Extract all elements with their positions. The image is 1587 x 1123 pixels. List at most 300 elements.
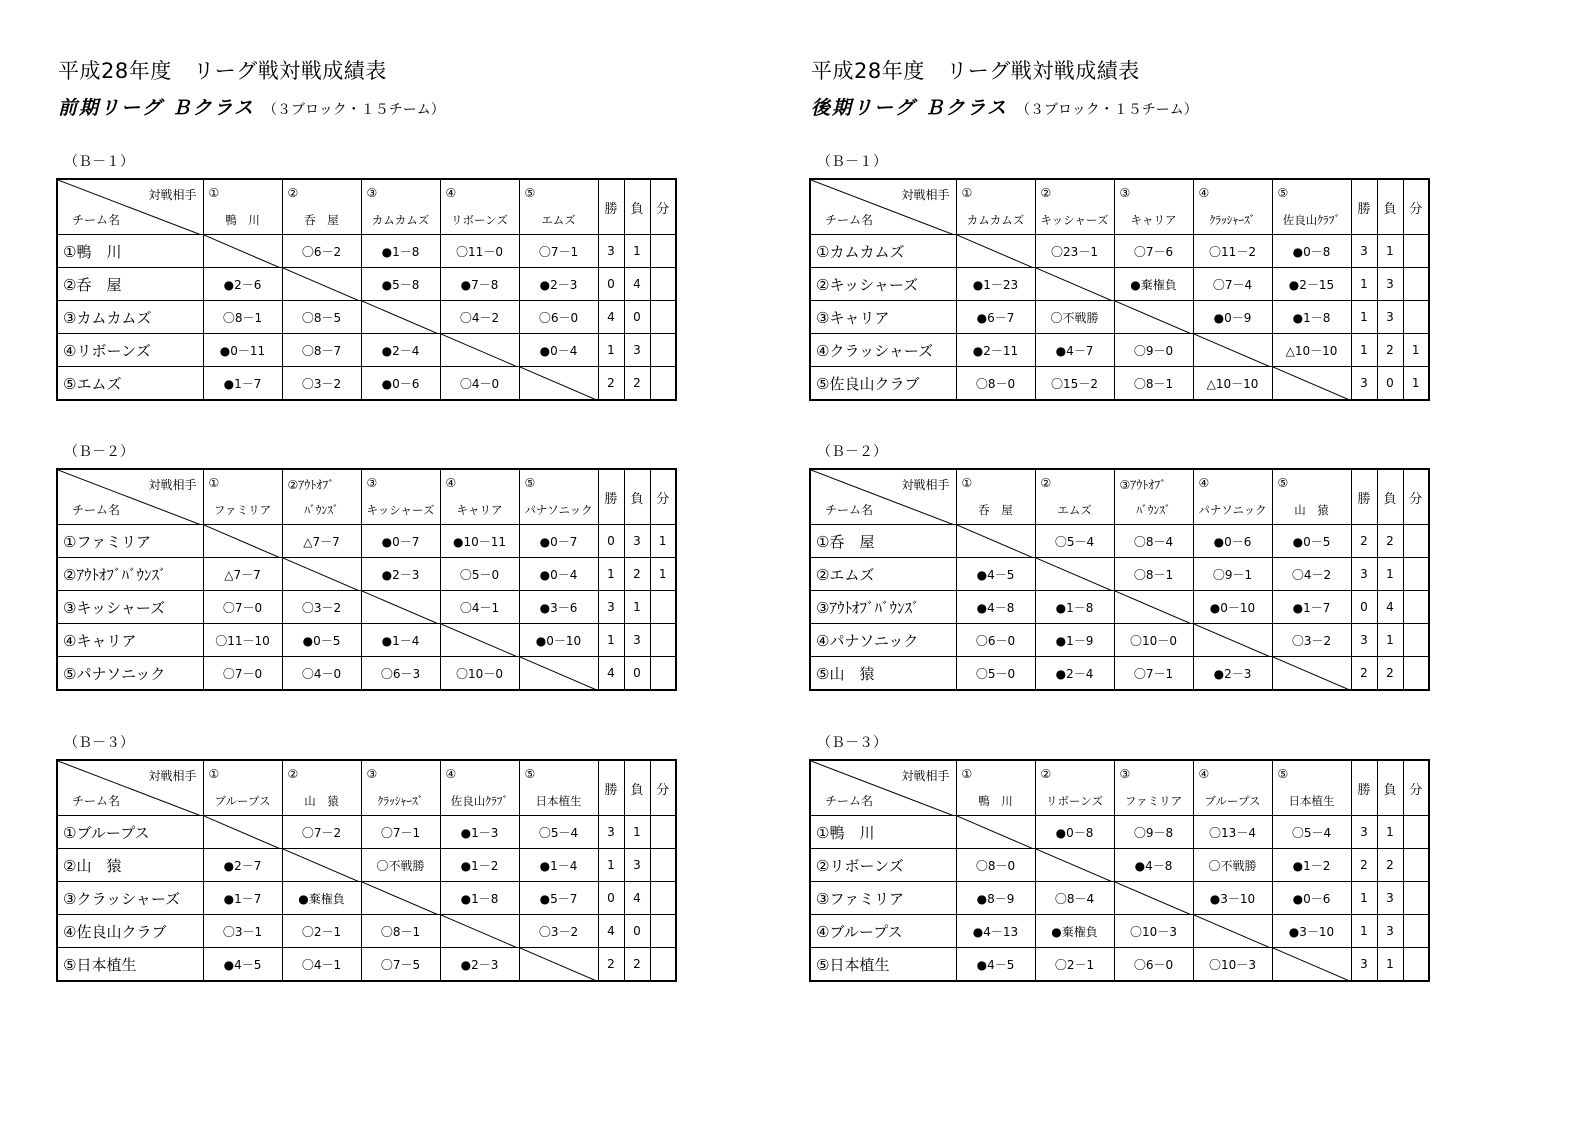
diagonal-line (441, 915, 520, 948)
opponent-axis-label: 対戦相手 (148, 188, 197, 202)
draws-count (1403, 915, 1429, 948)
opponent-name: ｸﾗｯｼｬｰｽﾞ (377, 794, 424, 808)
block-b1 (56, 151, 677, 401)
match-result: 〇7－4 (1193, 268, 1272, 301)
opponent-header (519, 179, 598, 235)
match-result: ●2－4 (361, 334, 440, 367)
page-title: 平成28年度 リーグ戦対戦成績表 (58, 59, 387, 83)
draws-count (650, 624, 676, 657)
match-result: ●0－11 (203, 334, 282, 367)
opponent-header (282, 179, 361, 235)
self-match-cell (282, 558, 361, 591)
diagonal-line (441, 334, 520, 367)
match-result: 〇6－2 (282, 235, 361, 268)
wins-count: 0 (598, 525, 624, 558)
table-row (810, 367, 1429, 401)
results-table (56, 178, 677, 401)
match-result: 〇7－6 (1114, 235, 1193, 268)
match-result: 〇4－0 (440, 367, 519, 401)
match-result: △10－10 (1193, 367, 1272, 401)
draws-count (650, 816, 676, 849)
results-table (56, 468, 677, 691)
opponent-header (1114, 179, 1193, 235)
wins-count: 2 (1351, 657, 1377, 691)
match-result: △7－7 (203, 558, 282, 591)
losses-count: 3 (1377, 268, 1403, 301)
diagonal-line (1273, 948, 1352, 981)
team-name: ⑤佐良山クラブ (810, 367, 956, 401)
losses-count: 2 (1377, 657, 1403, 691)
team-name: ①鴨 川 (57, 235, 203, 268)
match-result: ●1－2 (1272, 849, 1351, 882)
opponent-number: ③ (366, 767, 378, 781)
team-name: ①鴨 川 (810, 816, 956, 849)
match-result: ●3－6 (519, 591, 598, 624)
team-name: ②呑 屋 (57, 268, 203, 301)
right-half (768, 0, 1528, 1123)
opponent-header (361, 469, 440, 525)
diagonal-line (957, 816, 1036, 849)
match-result: 〇2－1 (282, 915, 361, 948)
table-row (57, 268, 676, 301)
team-name: ⑤パナソニック (57, 657, 203, 691)
opponent-header (203, 760, 282, 816)
diagonal-line (362, 301, 441, 334)
draws-count (650, 268, 676, 301)
table-row (810, 882, 1429, 915)
opponent-number: ③ (366, 476, 378, 490)
wins-count: 3 (1351, 624, 1377, 657)
match-result: ●1－7 (1272, 591, 1351, 624)
opponent-name: 呑 屋 (978, 503, 1013, 517)
opponent-number: ⑤ (1277, 476, 1289, 490)
opponent-number: ⑤ (524, 186, 536, 200)
league-class: 前期リーグ Ｂクラス (58, 97, 256, 119)
opponent-name: カムカムズ (966, 213, 1025, 227)
wins-count: 3 (598, 816, 624, 849)
team-name: ①呑 屋 (810, 525, 956, 558)
opponent-header (361, 760, 440, 816)
team-name: ④クラッシャーズ (810, 334, 956, 367)
table-row (57, 915, 676, 948)
table-row (810, 235, 1429, 268)
match-result: ●0－7 (519, 525, 598, 558)
opponent-header (956, 760, 1035, 816)
opponent-axis-label: 対戦相手 (901, 769, 950, 783)
opponent-header (1114, 760, 1193, 816)
team-name: ④ブループス (810, 915, 956, 948)
match-result: ●4－13 (956, 915, 1035, 948)
diagonal-line (362, 882, 441, 915)
wins-count: 3 (1351, 235, 1377, 268)
self-match-cell (519, 948, 598, 982)
opponent-number: ② (287, 186, 299, 200)
stat-header: 勝 (598, 760, 624, 816)
opponent-name: キッシャーズ (366, 503, 435, 517)
wins-count: 2 (598, 367, 624, 401)
opponent-name: 日本植生 (1288, 794, 1335, 808)
corner-cell (57, 179, 203, 235)
page-title: 平成28年度 リーグ戦対戦成績表 (811, 59, 1140, 83)
opponent-header (440, 469, 519, 525)
stat-header: 勝 (598, 469, 624, 525)
self-match-cell (361, 301, 440, 334)
opponent-number: ① (208, 186, 220, 200)
match-result: 〇4－0 (282, 657, 361, 691)
diagonal-line (1194, 915, 1273, 948)
match-result: 〇5－0 (440, 558, 519, 591)
diagonal-line (1115, 301, 1194, 334)
losses-count: 1 (1377, 558, 1403, 591)
team-name: ②山 猿 (57, 849, 203, 882)
opponent-name: 鴨 川 (978, 794, 1013, 808)
stat-header: 負 (624, 469, 650, 525)
opponent-name: 佐良山ｸﾗﾌﾞ (450, 794, 509, 808)
block-label: （Ｂ－２） (817, 444, 887, 460)
table-row (57, 235, 676, 268)
stat-header: 勝 (1351, 469, 1377, 525)
match-result: ●7－8 (440, 268, 519, 301)
corner-cell (810, 469, 956, 525)
opponent-number: ③ｱｳﾄｵﾌﾞ (1119, 478, 1167, 492)
opponent-header (1272, 179, 1351, 235)
match-result: ●0－4 (519, 334, 598, 367)
self-match-cell (282, 268, 361, 301)
wins-count: 1 (598, 624, 624, 657)
opponent-axis-label: 対戦相手 (901, 188, 950, 202)
match-result: ●1－8 (1035, 591, 1114, 624)
team-name: ④佐良山クラブ (57, 915, 203, 948)
match-result: 〇4－2 (440, 301, 519, 334)
draws-count (1403, 882, 1429, 915)
opponent-name: カムカムズ (371, 213, 430, 227)
match-result: ●1－8 (440, 882, 519, 915)
diagonal-line (520, 948, 599, 981)
self-match-cell (361, 882, 440, 915)
match-result: 〇7－1 (1114, 657, 1193, 691)
match-result: 〇10－3 (1114, 915, 1193, 948)
draws-count (1403, 591, 1429, 624)
stat-header: 分 (650, 760, 676, 816)
table-row (810, 591, 1429, 624)
diagonal-line (520, 367, 599, 400)
header-row (810, 760, 1429, 816)
draws-count (1403, 525, 1429, 558)
match-result: ●2－3 (361, 558, 440, 591)
match-result: ●2－7 (203, 849, 282, 882)
match-result: 〇3－2 (282, 591, 361, 624)
match-result: ●1－7 (203, 367, 282, 401)
team-name: ①カムカムズ (810, 235, 956, 268)
draws-count (1403, 657, 1429, 691)
block-label: （Ｂ－３） (817, 735, 887, 751)
draws-count (650, 948, 676, 982)
team-name: ③ファミリア (810, 882, 956, 915)
opponent-name: ブループス (214, 794, 271, 808)
opponent-number: ① (961, 767, 973, 781)
match-result: 〇11－10 (203, 624, 282, 657)
losses-count: 3 (1377, 882, 1403, 915)
wins-count: 4 (598, 657, 624, 691)
losses-count: 1 (1377, 816, 1403, 849)
opponent-header (1272, 469, 1351, 525)
stat-header: 負 (1377, 469, 1403, 525)
table-row (810, 948, 1429, 982)
table-row (57, 367, 676, 401)
self-match-cell (1193, 915, 1272, 948)
opponent-header (956, 179, 1035, 235)
wins-count: 0 (598, 882, 624, 915)
stat-header: 負 (1377, 760, 1403, 816)
match-result: ●0－7 (361, 525, 440, 558)
team-name: ②キッシャーズ (810, 268, 956, 301)
diagonal-line (1194, 624, 1273, 657)
team-name: ②ｱｳﾄｵﾌﾞﾊﾞｳﾝｽﾞ (57, 558, 203, 591)
match-result: ●0－6 (1272, 882, 1351, 915)
opponent-header (1035, 760, 1114, 816)
match-result: ●0－10 (519, 624, 598, 657)
table-row (810, 268, 1429, 301)
match-result: 〇6－0 (519, 301, 598, 334)
opponent-name: ファミリア (213, 503, 272, 517)
team-name: ①ブループス (57, 816, 203, 849)
opponent-header (361, 179, 440, 235)
opponent-number: ③ (1119, 767, 1131, 781)
diagonal-line (957, 525, 1036, 558)
losses-count: 3 (1377, 915, 1403, 948)
table-row (57, 525, 676, 558)
self-match-cell (440, 624, 519, 657)
draws-count (1403, 624, 1429, 657)
match-result: ●1－3 (440, 816, 519, 849)
draws-count (650, 301, 676, 334)
corner-cell (810, 179, 956, 235)
match-result: 〇13－4 (1193, 816, 1272, 849)
match-result: ●0－9 (1193, 301, 1272, 334)
draws-count (650, 367, 676, 401)
self-match-cell (1272, 657, 1351, 691)
self-match-cell (519, 367, 598, 401)
losses-count: 3 (624, 334, 650, 367)
match-result: ●2－15 (1272, 268, 1351, 301)
team-name: ⑤山 猿 (810, 657, 956, 691)
wins-count: 1 (1351, 334, 1377, 367)
match-result: 〇8－4 (1114, 525, 1193, 558)
draws-count (1403, 849, 1429, 882)
match-result: ●2－3 (440, 948, 519, 982)
team-axis-label: チーム名 (825, 213, 874, 227)
match-result: 〇8－1 (1114, 558, 1193, 591)
opponent-number: ③ (1119, 186, 1131, 200)
diagonal-line (1115, 591, 1194, 624)
team-name: ⑤日本植生 (57, 948, 203, 982)
table-row (810, 624, 1429, 657)
self-match-cell (956, 235, 1035, 268)
draws-count (650, 334, 676, 367)
draws-count (1403, 948, 1429, 982)
team-name: ③クラッシャーズ (57, 882, 203, 915)
match-result: 〇4－1 (282, 948, 361, 982)
losses-count: 1 (624, 816, 650, 849)
match-result: 〇8－0 (956, 367, 1035, 401)
opponent-number: ② (287, 767, 299, 781)
match-result: 〇8－4 (1035, 882, 1114, 915)
team-name: ①ファミリア (57, 525, 203, 558)
opponent-header (203, 469, 282, 525)
match-result: ●0－8 (1035, 816, 1114, 849)
wins-count: 3 (1351, 948, 1377, 982)
table-row (810, 301, 1429, 334)
opponent-header (440, 179, 519, 235)
table-row (57, 849, 676, 882)
match-result: ●2－4 (1035, 657, 1114, 691)
opponent-name: 呑 屋 (304, 213, 339, 227)
opponent-header (1035, 179, 1114, 235)
match-result: 〇15－2 (1035, 367, 1114, 401)
opponent-name: キャリア (1130, 213, 1177, 227)
diagonal-line (441, 624, 520, 657)
opponent-number: ④ (445, 767, 457, 781)
left-half (0, 0, 760, 1123)
losses-count: 1 (1377, 624, 1403, 657)
match-result: ●4－8 (956, 591, 1035, 624)
match-result: ●3－10 (1272, 915, 1351, 948)
diagonal-line (1036, 268, 1115, 301)
page-subtitle (58, 93, 445, 120)
match-result: ●3－10 (1193, 882, 1272, 915)
match-result: 〇4－2 (1272, 558, 1351, 591)
losses-count: 4 (1377, 591, 1403, 624)
opponent-name: リボーンズ (1046, 794, 1103, 808)
match-result: 〇8－1 (203, 301, 282, 334)
team-axis-label: チーム名 (72, 503, 121, 517)
team-name: ③キャリア (810, 301, 956, 334)
match-result: 〇9－8 (1114, 816, 1193, 849)
opponent-name: エムズ (541, 213, 576, 227)
draws-count (1403, 816, 1429, 849)
stat-header: 分 (650, 469, 676, 525)
opponent-header (519, 760, 598, 816)
team-name: ④パナソニック (810, 624, 956, 657)
match-result: 〇10－0 (440, 657, 519, 691)
wins-count: 3 (1351, 367, 1377, 401)
wins-count: 1 (1351, 268, 1377, 301)
losses-count: 3 (624, 624, 650, 657)
stat-header: 勝 (598, 179, 624, 235)
opponent-number: ③ (366, 186, 378, 200)
match-result: ●0－8 (1272, 235, 1351, 268)
losses-count: 2 (624, 367, 650, 401)
team-name: ②リボーンズ (810, 849, 956, 882)
self-match-cell (203, 816, 282, 849)
opponent-name: エムズ (1057, 503, 1092, 517)
losses-count: 3 (1377, 301, 1403, 334)
table-row (57, 948, 676, 982)
table-row (57, 558, 676, 591)
wins-count: 4 (598, 301, 624, 334)
match-result: 〇9－1 (1193, 558, 1272, 591)
losses-count: 2 (1377, 849, 1403, 882)
match-result: ●5－8 (361, 268, 440, 301)
team-axis-label: チーム名 (825, 794, 874, 808)
wins-count: 4 (598, 915, 624, 948)
match-result: 〇8－7 (282, 334, 361, 367)
match-result: ●2－3 (1193, 657, 1272, 691)
header-row (57, 760, 676, 816)
self-match-cell (440, 334, 519, 367)
match-result: 〇7－2 (282, 816, 361, 849)
stat-header: 負 (624, 760, 650, 816)
match-result: 〇5－4 (1035, 525, 1114, 558)
match-result: ●4－8 (1114, 849, 1193, 882)
diagonal-line (283, 268, 362, 301)
table-row (810, 657, 1429, 691)
self-match-cell (1035, 268, 1114, 301)
diagonal-line (1036, 558, 1115, 591)
diagonal-line (1273, 367, 1352, 400)
self-match-cell (203, 235, 282, 268)
draws-count (650, 882, 676, 915)
opponent-header (1193, 760, 1272, 816)
opponent-name: キッシャーズ (1040, 213, 1109, 227)
match-result: ●4－5 (956, 948, 1035, 982)
draws-count: 1 (650, 558, 676, 591)
losses-count: 4 (624, 268, 650, 301)
draws-count (650, 235, 676, 268)
match-result: ●棄権負 (1114, 268, 1193, 301)
block-b1 (809, 151, 1430, 401)
losses-count: 1 (1377, 948, 1403, 982)
match-result: 〇不戦勝 (1035, 301, 1114, 334)
opponent-number: ④ (1198, 186, 1210, 200)
draws-count (650, 591, 676, 624)
match-result: △10－10 (1272, 334, 1351, 367)
table-row (810, 558, 1429, 591)
match-result: ●1－9 (1035, 624, 1114, 657)
self-match-cell (203, 525, 282, 558)
results-table (56, 759, 677, 982)
match-result: 〇3－2 (282, 367, 361, 401)
self-match-cell (1272, 948, 1351, 982)
opponent-number: ② (1040, 476, 1052, 490)
match-result: 〇7－0 (203, 657, 282, 691)
match-result: ●1－4 (361, 624, 440, 657)
losses-count: 1 (624, 591, 650, 624)
losses-count: 2 (624, 948, 650, 982)
team-name: ③ｱｳﾄｵﾌﾞﾊﾞｳﾝｽﾞ (810, 591, 956, 624)
block-b2 (809, 441, 1430, 691)
diagonal-line (1194, 334, 1273, 367)
match-result: ●0－5 (1272, 525, 1351, 558)
opponent-header (282, 760, 361, 816)
match-result: ●8－9 (956, 882, 1035, 915)
match-result: ●10－11 (440, 525, 519, 558)
opponent-name: 山 猿 (1294, 503, 1329, 517)
wins-count: 1 (1351, 915, 1377, 948)
match-result: 〇6－3 (361, 657, 440, 691)
match-result: 〇8－1 (361, 915, 440, 948)
match-result: ●2－3 (519, 268, 598, 301)
match-result: 〇2－1 (1035, 948, 1114, 982)
draws-count (650, 849, 676, 882)
opponent-axis-label: 対戦相手 (148, 478, 197, 492)
match-result: 〇4－1 (440, 591, 519, 624)
opponent-number: ⑤ (1277, 767, 1289, 781)
match-result: ●0－6 (361, 367, 440, 401)
table-row (810, 816, 1429, 849)
losses-count: 0 (624, 657, 650, 691)
match-result: 〇6－0 (956, 624, 1035, 657)
